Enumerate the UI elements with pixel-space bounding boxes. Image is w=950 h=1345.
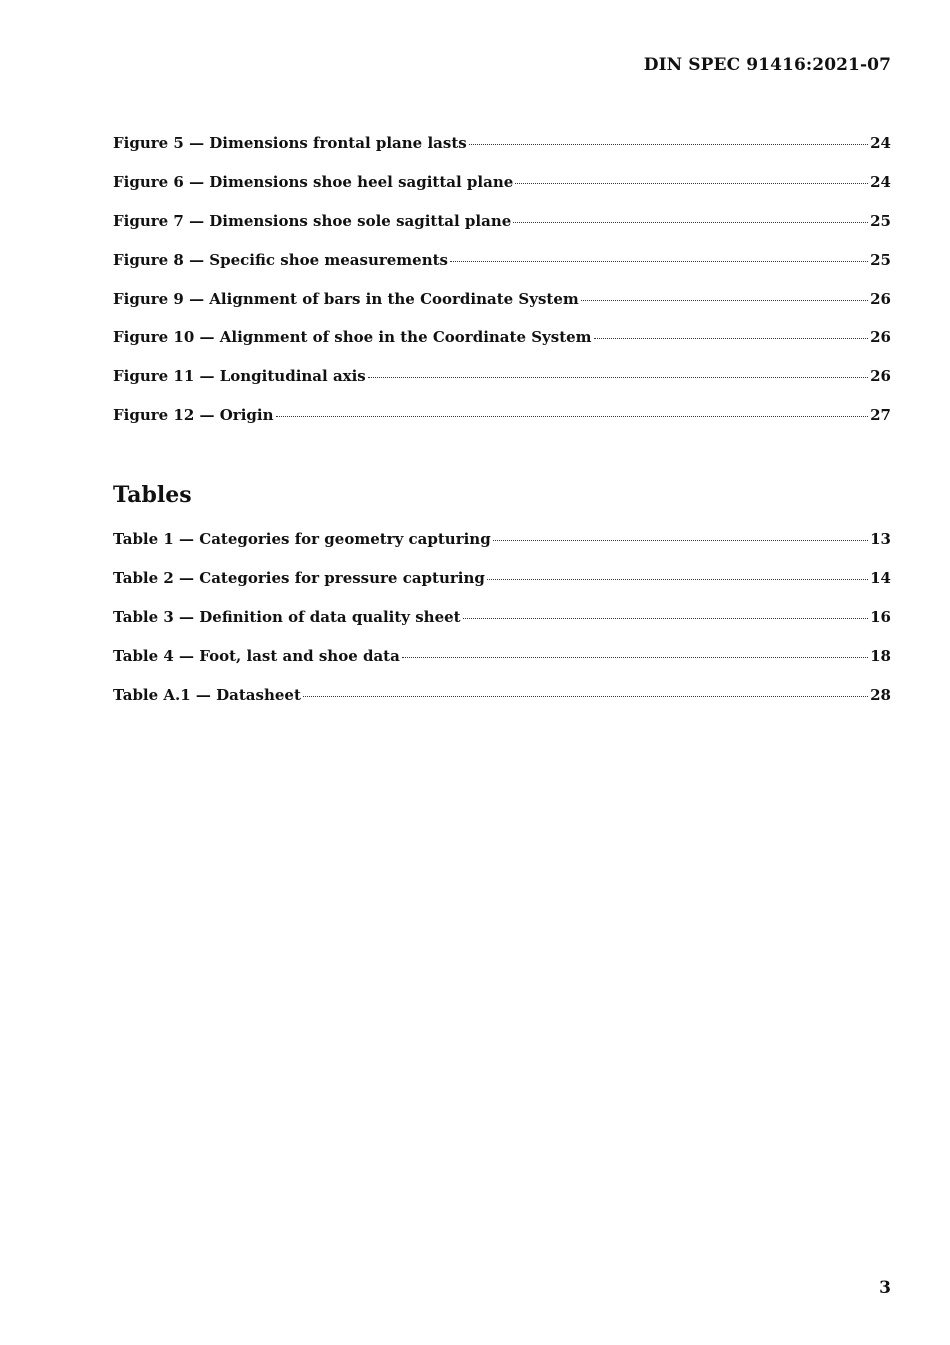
dot-leader: [513, 211, 868, 226]
toc-entry-figure-9[interactable]: [113, 289, 891, 328]
toc-entry-page: 13: [870, 530, 891, 548]
toc-entry-page: 25: [870, 250, 891, 269]
list-of-tables: [113, 529, 891, 723]
page-number: 3: [879, 1278, 891, 1298]
toc-entry-page: 26: [870, 289, 891, 308]
toc-entry-page: 14: [870, 568, 891, 587]
toc-entry-title: Figure 11 — Longitudinal axis: [113, 367, 366, 386]
dot-leader: [487, 568, 868, 583]
dot-leader: [515, 172, 868, 187]
toc-entry-figure-7[interactable]: [113, 211, 891, 250]
toc-entry-page: 24: [870, 134, 891, 152]
toc-entry-table-a1[interactable]: [113, 685, 891, 724]
dot-leader: [450, 250, 868, 265]
dot-leader: [594, 327, 869, 342]
toc-entry-title: Table 2 — Categories for pressure capturing: [113, 568, 485, 587]
toc-entry-page: 25: [870, 211, 891, 230]
toc-entry-page: 18: [870, 646, 891, 665]
toc-entry-table-3[interactable]: [113, 607, 891, 646]
toc-entry-figure-5[interactable]: [113, 133, 891, 172]
toc-entry-figure-6[interactable]: [113, 172, 891, 211]
toc-entry-title: Table 3 — Definition of data quality sheet: [113, 607, 461, 626]
list-of-figures: [113, 133, 891, 444]
toc-entry-page: 24: [870, 172, 891, 191]
toc-entry-figure-10[interactable]: [113, 327, 891, 366]
document-identifier: DIN SPEC 91416:2021-07: [643, 55, 891, 75]
tables-section-heading: Tables: [113, 482, 192, 508]
toc-entry-title: Figure 6 — Dimensions shoe heel sagittal plane: [113, 172, 514, 191]
toc-entry-page: 26: [870, 328, 891, 347]
toc-entry-title: Table 4 — Foot, last and shoe data: [113, 646, 400, 665]
dot-leader: [276, 405, 869, 420]
dot-leader: [493, 529, 868, 544]
toc-entry-page: 16: [870, 607, 891, 626]
toc-entry-title: Figure 9 — Alignment of bars in the Coordinate System: [113, 289, 579, 308]
dot-leader: [469, 133, 868, 148]
toc-entry-table-2[interactable]: [113, 568, 891, 607]
toc-entry-title: Table A.1 — Datasheet: [113, 685, 301, 704]
toc-entry-title: Figure 7 — Dimensions shoe sole sagittal plane: [113, 211, 512, 230]
toc-entry-page: 27: [870, 406, 891, 425]
dot-leader: [402, 646, 868, 661]
toc-entry-figure-11[interactable]: [113, 366, 891, 405]
toc-entry-title: Figure 8 — Specific shoe measurements: [113, 250, 448, 269]
toc-entry-figure-12[interactable]: [113, 405, 891, 444]
dot-leader: [368, 366, 868, 381]
toc-entry-table-1[interactable]: [113, 529, 891, 568]
toc-entry-page: 26: [870, 367, 891, 386]
dot-leader: [303, 685, 868, 700]
toc-entry-table-4[interactable]: [113, 646, 891, 685]
toc-entry-title: Table 1 — Categories for geometry capturing: [113, 530, 491, 548]
toc-entry-figure-8[interactable]: [113, 250, 891, 289]
dot-leader: [463, 607, 869, 622]
toc-entry-title: Figure 10 — Alignment of shoe in the Coordinate System: [113, 328, 592, 347]
toc-entry-title: Figure 5 — Dimensions frontal plane lasts: [113, 134, 467, 152]
dot-leader: [581, 289, 868, 304]
toc-entry-page: 28: [870, 685, 891, 704]
toc-entry-title: Figure 12 — Origin: [113, 406, 274, 425]
